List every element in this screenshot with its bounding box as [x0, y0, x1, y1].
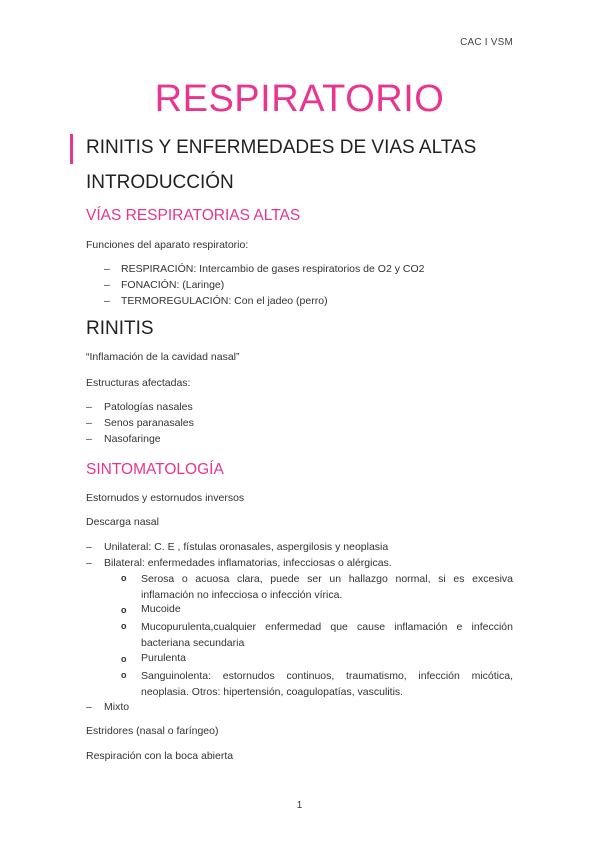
section-accent-bar: [70, 134, 73, 164]
sub-bullet: o: [121, 573, 127, 583]
vias-heading: VÍAS RESPIRATORIAS ALTAS: [86, 207, 301, 224]
page-header: CAC I VSM: [460, 37, 513, 48]
estridores-text: Estridores (nasal o faríngeo): [86, 725, 219, 737]
page-number: 1: [296, 800, 303, 811]
list-dash: –: [104, 279, 110, 291]
rinitis-heading: RINITIS: [86, 318, 154, 339]
estructuras-label: Estructuras afectadas:: [86, 377, 191, 389]
bilateral-subitem: Serosa o acuosa clara, puede ser un hallazgo normal, si es excesiva inflamación no infecciosa o infección vírica.: [141, 573, 513, 601]
sub-bullet: o: [121, 654, 127, 664]
section-title: RINITIS Y ENFERMEDADES DE VIAS ALTAS: [86, 137, 477, 158]
estructura-item: Senos paranasales: [104, 417, 194, 429]
estornudos-text: Estornudos y estornudos inversos: [86, 492, 245, 504]
list-dash: –: [104, 295, 110, 307]
list-dash: –: [86, 557, 92, 569]
bilateral-subitem: Sanguinolenta: estornudos continuos, traumatismo, infección micótica, neoplasia. Otros: hipertensión, coagulopatías, vasculitis.: [141, 670, 513, 698]
estructura-item: Nasofaringe: [104, 433, 161, 445]
rinitis-definition: “Inflamación de la cavidad nasal”: [86, 351, 240, 363]
sub-bullet: o: [121, 621, 127, 631]
funciones-label: Funciones del aparato respiratorio:: [86, 239, 249, 251]
list-dash: –: [86, 433, 92, 445]
funcion-item: TERMOREGULACIÓN: Con el jadeo (perro): [121, 295, 328, 307]
sub-bullet: o: [121, 605, 127, 615]
descarga-item-mixto: Mixto: [104, 701, 130, 713]
list-dash: –: [86, 401, 92, 413]
list-dash: –: [86, 701, 92, 713]
bilateral-subitem: Purulenta: [141, 652, 186, 664]
bilateral-subitem: Mucoide: [141, 603, 181, 615]
document-title: RESPIRATORIO: [154, 78, 445, 120]
sub-bullet: o: [121, 670, 127, 680]
descarga-item: Unilateral: C. E , fístulas oronasales, aspergilosis y neoplasia: [104, 541, 389, 553]
descarga-item: Bilateral: enfermedades inflamatorias, infecciosas o alérgicas.: [104, 557, 392, 569]
list-dash: –: [104, 263, 110, 275]
respiracion-boca-text: Respiración con la boca abierta: [86, 750, 234, 762]
estructura-item: Patologías nasales: [104, 401, 193, 413]
list-dash: –: [86, 541, 92, 553]
descarga-label: Descarga nasal: [86, 516, 159, 528]
sintomatologia-heading: SINTOMATOLOGÍA: [86, 461, 224, 478]
funcion-item: FONACIÓN: (Laringe): [121, 279, 225, 291]
funcion-item: RESPIRACIÓN: Intercambio de gases respiratorios de O2 y CO2: [121, 263, 425, 275]
intro-heading: INTRODUCCIÓN: [86, 172, 234, 193]
list-dash: –: [86, 417, 92, 429]
bilateral-subitem: Mucopurulenta,cualquier enfermedad que cause inflamación e infección bacteriana secundaria: [141, 621, 513, 649]
